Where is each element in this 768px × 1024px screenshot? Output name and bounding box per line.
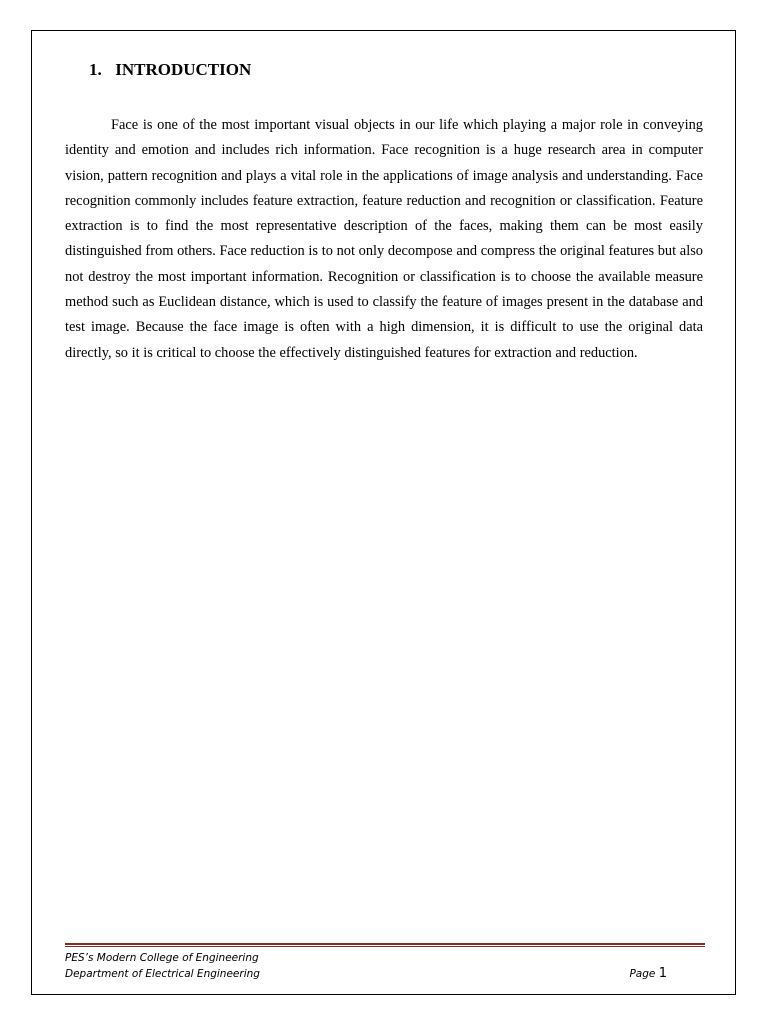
footer-rule bbox=[65, 943, 705, 947]
page-number-value: 1 bbox=[658, 966, 667, 981]
section-heading bbox=[89, 60, 251, 80]
page-number bbox=[629, 966, 667, 982]
footer-college: PES’s Modern College of Engineering bbox=[65, 952, 259, 964]
footer-department: Department of Electrical Engineering bbox=[65, 968, 260, 980]
section-title: INTRODUCTION bbox=[115, 60, 252, 79]
page-footer bbox=[65, 951, 667, 982]
page-label: Page bbox=[629, 968, 656, 980]
footer-line-2 bbox=[65, 966, 667, 982]
body-paragraph: Face is one of the most important visual objects in our life which playing a major role in conveying identity and emotion and includes rich information. Face recognition is a huge research area in computer vision, pattern recognition and plays a vital role in the applications of image analysis and understanding. Face recognition commonly includes feature extraction, feature reduction and recognition or classification. Feature extraction is to find the most representative description of the faces, making them can be most easily distinguished from others. Face reduction is to not only decompose and compress the original features but also not destroy the most important information. Recognition or classification is to choose the available measure method such as Euclidean distance, which is used to classify the feature of images present in the database and test image. Because the face image is often with a high dimension, it is difficult to use the original data directly, so it is critical to choose the effectively distinguished features for extraction and reduction. bbox=[65, 117, 703, 361]
section-number: 1. bbox=[89, 60, 102, 79]
